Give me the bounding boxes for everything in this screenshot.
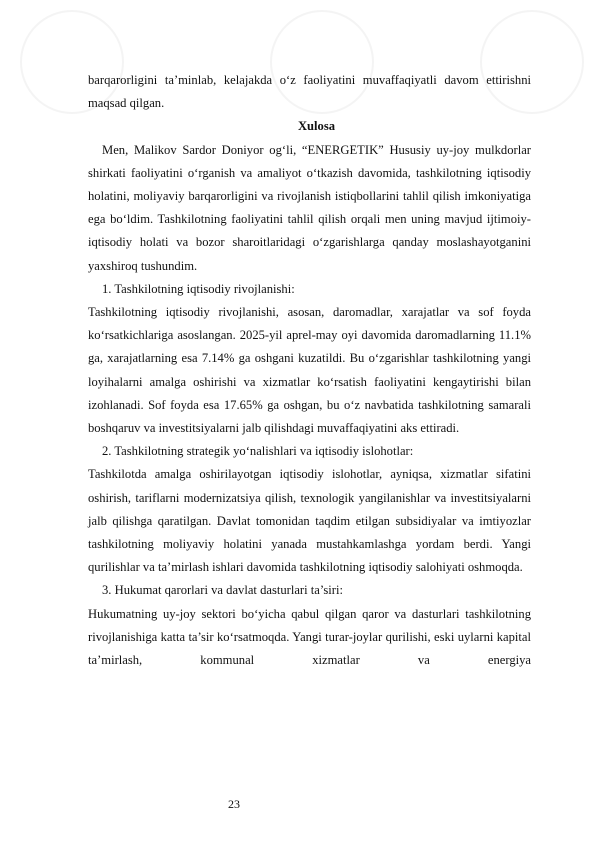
section-3-title: 3. Hukumat qarorlari va davlat dasturlari ta’siri:: [102, 583, 343, 598]
section-2-title: 2. Tashkilotning strategik yo‘nalishlari va iqtisodiy islohotlar:: [102, 444, 414, 459]
page-number: 23: [228, 797, 240, 811]
section-3-body: Hukumatning uy-joy sektori bo‘yicha qabul qilgan qaror va dasturlari tashkilotning rivojlanishiga katta ta’sir ko‘rsatmoqda. Yangi turar-joylar qurilishi, eski uylarni kapital ta’mirlash, kommunal xizmatlar va energiya: [88, 606, 531, 668]
continuation-paragraph: barqarorligini ta’minlab, kelajakda o‘z faoliyatini muvaffaqiyatli davom ettirishni maqsad qilgan.: [88, 73, 531, 111]
document-body: [88, 69, 531, 672]
intro-paragraph: Men, Malikov Sardor Doniyor og‘li, “ENERGETIK” Hususiy uy-joy mulkdorlar shirkati faoliyatini o‘rganish va amaliyot o‘tkazish davomida, tashkilotning iqtisodiy holatini, moliyaviy barqarorligini va rivojlanish istiqbollarini tahlil qilish imkoniyatiga ega bo‘ldim. Tashkilotning faoliyatini tahlil qilish orqali men uning mavjud ijtimoiy-iqtisodiy holati va bozor sharoitlaridagi o‘zgarishlarga qanday moslashayotganini yaxshiroq tushundim.: [88, 142, 531, 273]
section-2-body: Tashkilotda amalga oshirilayotgan iqtisodiy islohotlar, ayniqsa, xizmatlar sifatini oshirish, tariflarni modernizatsiya qilish, texnologik yangilanishlar va investitsiyalarni jalb qilishga qaratilgan. Davlat tomonidan taqdim etilgan subsidiyalar va imtiyozlar tashkilotning moliyaviy holatini yanada mustahkamlashga yordam berdi. Yangi qurilishlar va ta’mirlash ishlari davomida tashkilotning iqtisodiy salohiyati oshmoqda.: [88, 467, 531, 575]
section-1-body: Tashkilotning iqtisodiy rivojlanishi, asosan, daromadlar, xarajatlar va sof foyda ko‘rsatkichlariga asoslangan. 2025-yil aprel-may oyi davomida daromadlarning 11.1% ga, xarajatlarning esa 7.14% ga oshgani kuzatildi. Bu o‘zgarishlar tashkilotning yangi loyihalarni amalga oshirishi va xizmatlar ko‘rsatish faoliyatini kengaytirishi bilan izohlanadi. Sof foyda esa 17.65% ga oshgan, bu o‘z navbatida tashkilotning samarali boshqaruv va investitsiyalarni jalb qilishdagi muvaffaqiyatini aks ettiradi.: [88, 305, 531, 436]
section-heading: Xulosa: [297, 119, 336, 134]
section-1-title: 1. Tashkilotning iqtisodiy rivojlanishi:: [102, 281, 295, 296]
